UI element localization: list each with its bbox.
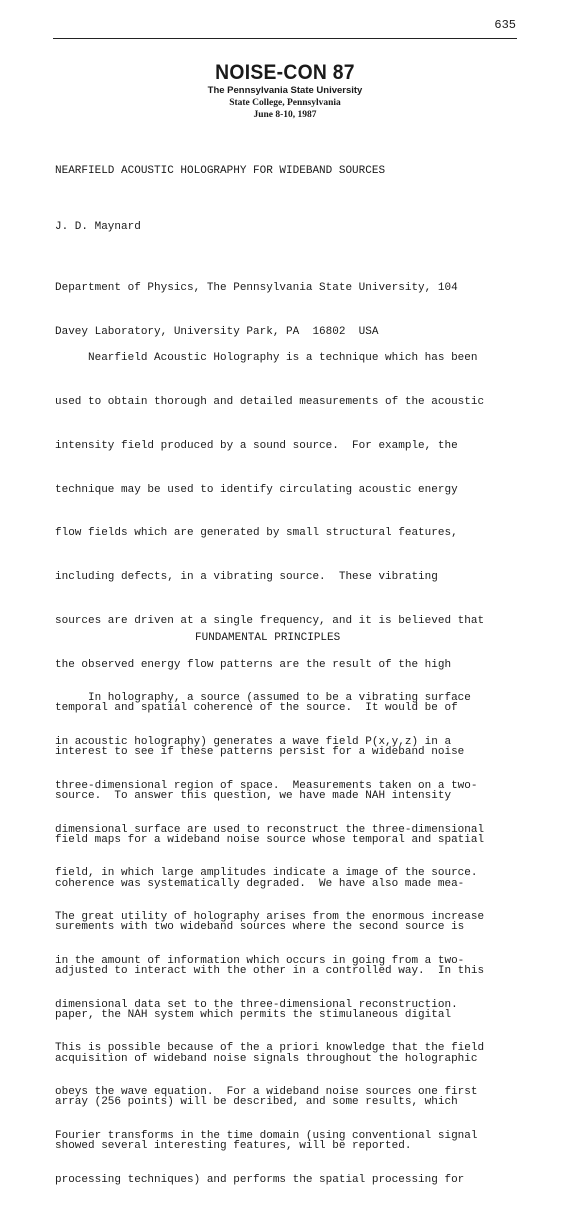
- text-line: interest to see if these patterns persist for a wideband noise: [55, 746, 465, 759]
- affiliation-line: Department of Physics, The Pennsylvania State University, 104: [55, 282, 458, 295]
- author-name: J. D. Maynard: [55, 221, 141, 233]
- text-line: Nearfield Acoustic Holography is a technique which has been: [55, 352, 478, 365]
- text-line: source. To answer this question, we have made NAH intensity: [55, 790, 452, 802]
- text-line: the observed energy flow patterns are the result of the high: [55, 658, 452, 671]
- header-rule: [53, 38, 517, 39]
- text-line: The great utility of holography arises from the enormous increase: [55, 911, 485, 924]
- text-line: flow fields which are generated by small structural features,: [55, 527, 458, 540]
- text-line: acquisition of wideband noise signals throughout the holographic: [55, 1052, 478, 1065]
- text-line: obeys the wave equation. For a wideband noise sources one first: [55, 1086, 478, 1099]
- text-line: sources are driven at a single frequency, and it is believed that: [55, 614, 485, 627]
- text-line: showed several interesting features, will be reported.: [55, 1140, 412, 1153]
- body-paragraph: [55, 662, 484, 1217]
- text-line: dimensional surface are used to reconstruct the three-dimensional: [55, 823, 485, 836]
- text-line: including defects, in a vibrating source. These vibrating: [55, 571, 438, 584]
- text-line: technique may be used to identify circulating acoustic energy: [55, 483, 458, 496]
- text-line: in the amount of information which occurs in going from a two-: [55, 954, 465, 967]
- text-line: field, in which large amplitudes indicate a image of the source.: [55, 867, 478, 880]
- text-line: array (256 points) will be described, and some results, which: [55, 1096, 458, 1109]
- text-line: temporal and spatial coherence of the source. It would be of: [55, 702, 458, 715]
- text-line: in acoustic holography) generates a wave field P(x,y,z) in a: [55, 735, 452, 748]
- text-line: This is possible because of the a priori knowledge that the field: [55, 1042, 485, 1055]
- conference-name: NOISE-CON 87: [215, 61, 355, 84]
- text-line: paper, the NAH system which permits the stimulaneous digital: [55, 1008, 452, 1021]
- paper-title: NEARFIELD ACOUSTIC HOLOGRAPHY FOR WIDEBAND SOURCES: [55, 165, 386, 177]
- text-line: three-dimensional region of space. Measurements taken on a two-: [55, 779, 478, 792]
- page-number: 635: [494, 18, 516, 32]
- section-heading: FUNDAMENTAL PRINCIPLES: [195, 632, 341, 644]
- text-line: adjusted to interact with the other in a controlled way. In this: [55, 965, 485, 978]
- text-line: coherence was systematically degraded. We have also made mea-: [55, 877, 465, 890]
- text-line: intensity field produced by a sound source. For example, the: [55, 439, 458, 452]
- text-line: field maps for a wideband noise source whose temporal and spatial: [55, 833, 485, 846]
- affiliation-line: Davey Laboratory, University Park, PA 16802 USA: [55, 325, 379, 338]
- conference-university: The Pennsylvania State University: [207, 85, 363, 96]
- conference-header: [0, 61, 570, 121]
- text-line: processing techniques) and performs the spatial processing for: [55, 1173, 465, 1186]
- text-line: surements with two wideband sources where the second source is: [55, 921, 465, 934]
- text-line: used to obtain thorough and detailed measurements of the acoustic: [55, 395, 485, 408]
- conference-date: June 8-10, 1987: [253, 110, 317, 120]
- conference-place: State College, Pennsylvania: [229, 98, 341, 108]
- text-line: dimensional data set to the three-dimensional reconstruction.: [55, 998, 458, 1011]
- text-line: Fourier transforms in the time domain (using conventional signal: [55, 1130, 478, 1142]
- text-line: In holography, a source (assumed to be a vibrating surface: [55, 692, 471, 705]
